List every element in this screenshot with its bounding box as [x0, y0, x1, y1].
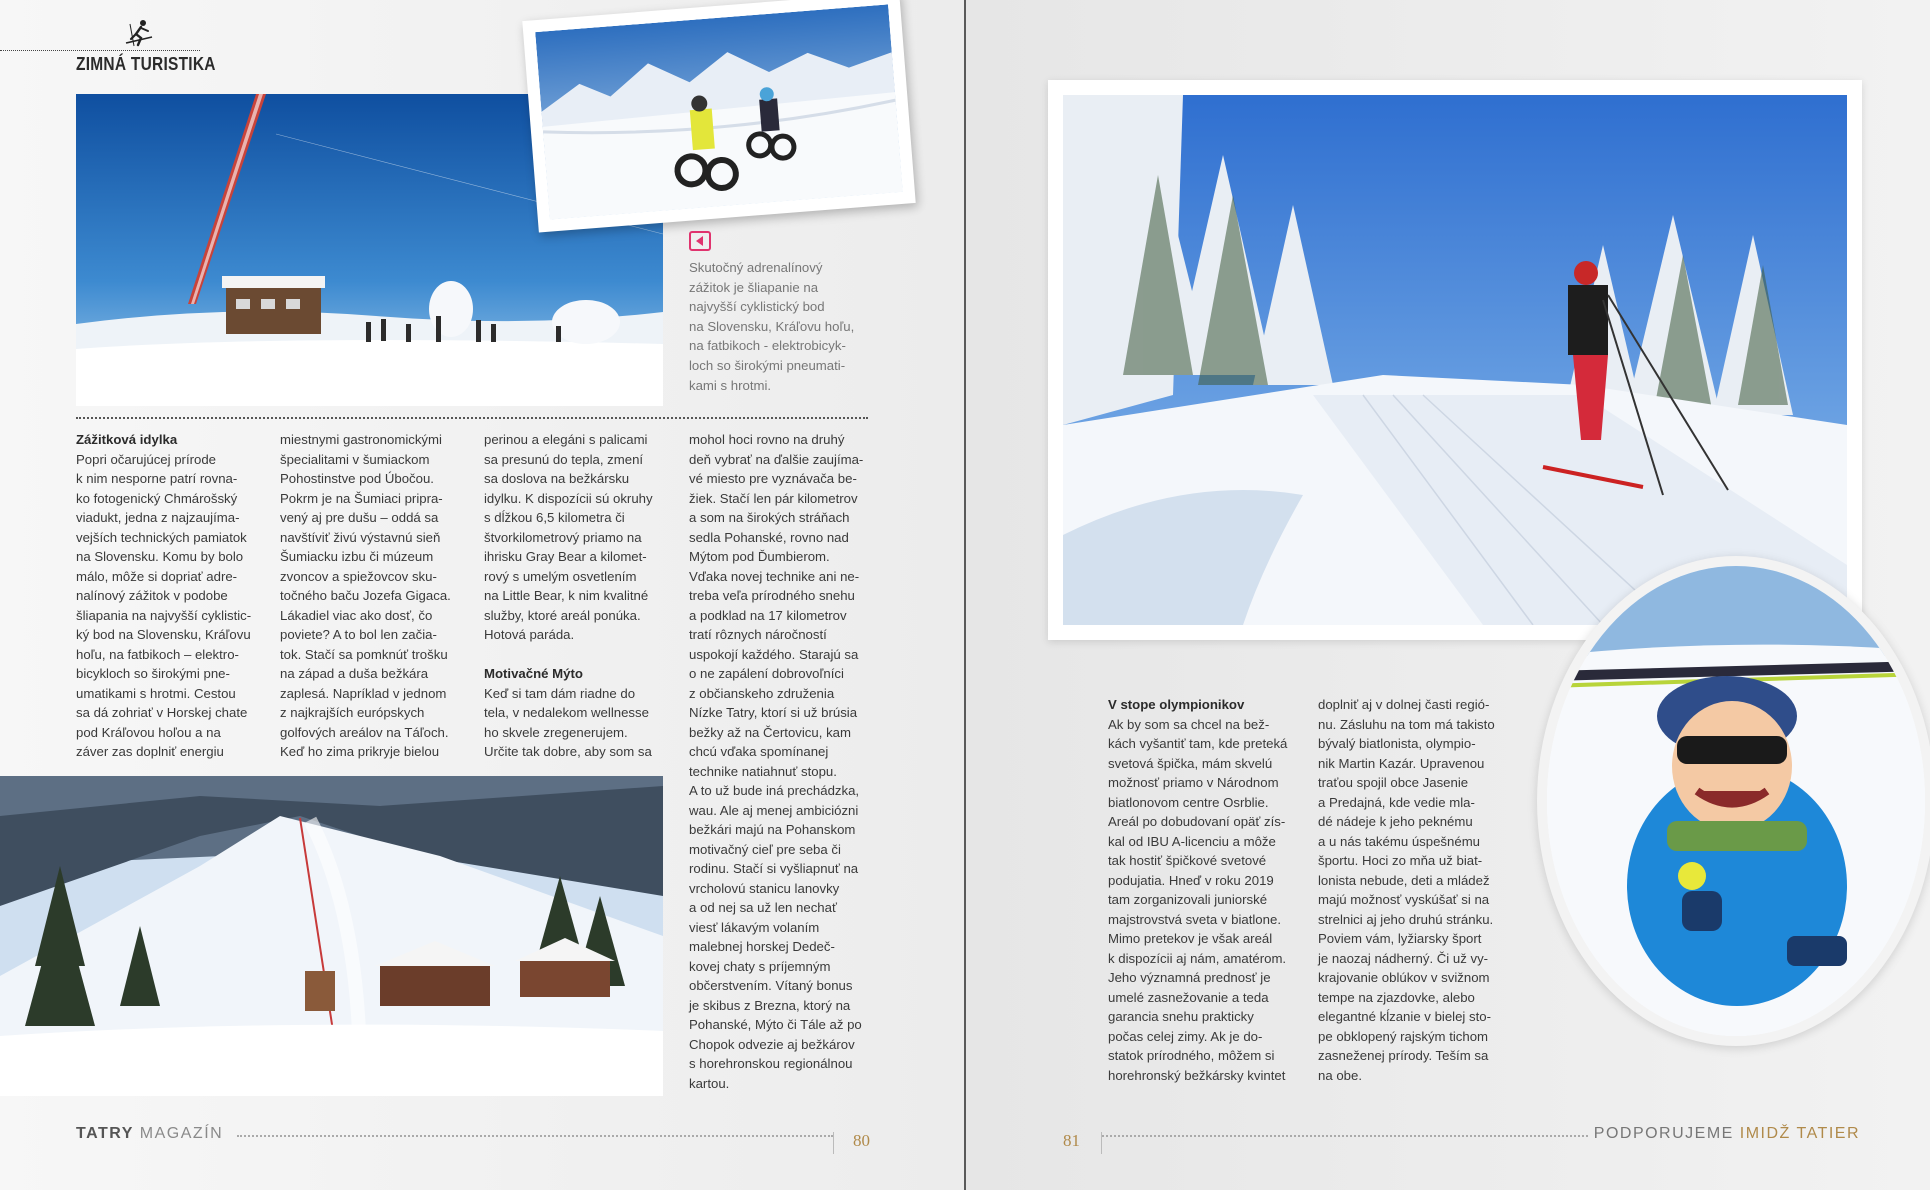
text-line: Vďaka novej technike ani ne- — [689, 568, 860, 584]
text-line: bežkári majú na Pohanskom — [689, 822, 856, 837]
text-line: je skibus z Brezna, ktorý na — [689, 997, 851, 1013]
arrow-left-icon — [689, 231, 711, 251]
caption-line: najvyšší cyklistický bod — [689, 299, 825, 315]
text-line: tela, v nedalekom wellnesse — [484, 705, 649, 720]
text-line: ko fotogenický Chmárošský — [76, 490, 238, 506]
text-line: poviete? A to bol len začia- — [280, 627, 437, 642]
brand-light: MAGAZÍN — [133, 1125, 224, 1142]
text-line: nalínový zážitok v podobe — [76, 588, 228, 603]
text-line: zasneženej prírody. Teším sa — [1318, 1048, 1489, 1063]
text-line: kartou. — [689, 1075, 730, 1091]
child-photo-circle — [1537, 556, 1930, 1046]
text-line: hoľu, na fatbikoch – elektro- — [76, 646, 239, 662]
text-line: a u nás takému úspešnému — [1318, 833, 1481, 849]
text-line: z občianskeho združenia — [689, 685, 835, 701]
text-line: majstrovstvá sveta v biatlone. — [1108, 911, 1281, 927]
text-line: sedla Pohanské, rovno nad — [689, 529, 849, 545]
magazine-brand — [76, 1125, 223, 1143]
text-line: svetová špička, mám skvelú — [1108, 755, 1273, 771]
section-title: ZIMNÁ TURISTIKA — [76, 54, 216, 74]
text-line: a podklad na 17 kilometrov — [689, 607, 847, 623]
text-line: na Slovensku. Komu by bolo — [76, 549, 244, 564]
text-line: sa doslova na bežkársku — [484, 471, 630, 486]
text-line: viadukt, jedna z najzaujíma- — [76, 510, 240, 525]
slogan-accent: IMIDŽ TATIER — [1739, 1125, 1860, 1142]
fatbike-photo — [535, 4, 903, 219]
text-line: elegantné kĺzanie v bielej sto- — [1318, 1009, 1492, 1024]
text-line: rový s umelým osvetlením — [484, 568, 637, 584]
text-line: Poviem vám, lyžiarsky šport — [1318, 931, 1482, 946]
text-line: deň vybrať na ďalšie zaujíma- — [689, 451, 864, 467]
text-line: Nízke Tatry, ktorí si už brúsia — [689, 705, 858, 720]
text-line: bicykloch so širokými pne- — [76, 666, 230, 681]
text-line: na obe. — [1318, 1067, 1362, 1083]
text-line: Pokrm je na Šumiaci pripra- — [280, 490, 443, 506]
section-divider — [0, 50, 200, 51]
text-line: majú možnosť vyskúšať si na — [1318, 892, 1490, 907]
text-line: žiek. Stačí len pár kilometrov — [689, 490, 858, 506]
text-line: Keď ho zima prikryje bielou — [280, 744, 440, 759]
subheading: Motivačné Mýto — [484, 666, 583, 681]
text-line: pe obklopený rajským tichom — [1318, 1028, 1489, 1044]
text-line: ký bod na Slovensku, Kráľovu — [76, 627, 251, 642]
text-line: Chopok odvezie aj bežkárov — [689, 1036, 855, 1052]
text-line: Určite tak dobre, aby som sa — [484, 744, 652, 759]
text-line: na Little Bear, k nim kvalitné — [484, 588, 649, 603]
text-line: Keď si tam dám riadne do — [484, 685, 636, 701]
text-line: doplniť aj v dolnej časti regió- — [1318, 697, 1490, 712]
footer-divider — [237, 1135, 833, 1137]
caption-line: kami s hrotmi. — [689, 377, 772, 393]
paragraph-gap — [484, 645, 674, 665]
text-line: lonista nebude, deti a mládež — [1318, 872, 1490, 888]
text-line: točného baču Jozefa Gigaca. — [280, 588, 451, 603]
text-line: a od nej sa už len nechať — [689, 900, 837, 915]
text-line: mohol hoci rovno na druhý — [689, 432, 845, 447]
text-column-5 — [1108, 695, 1298, 1085]
text-line: zaplesá. Napríklad v jednom — [280, 685, 447, 701]
footer-divider — [1102, 1135, 1588, 1137]
text-line: navštíviť živú výstavnú sieň — [280, 529, 441, 545]
subheading: V stope olympionikov — [1108, 697, 1245, 712]
text-line: strelnici aj jeho druhú stránku. — [1318, 911, 1494, 927]
text-line: vejších technických pamiatok — [76, 529, 247, 545]
text-line: chcú vďaka spomínanej — [689, 744, 829, 759]
child-skiing-photo — [1547, 566, 1925, 1036]
text-line: vrcholovú stanicu lanovky — [689, 880, 840, 896]
text-line: Hotová paráda. — [484, 627, 575, 642]
text-line: a Predajná, kde vedie mla- — [1318, 794, 1475, 810]
page-number-left: 80 — [853, 1131, 870, 1150]
text-line: perinou a elegáni s palicami — [484, 432, 648, 447]
text-line: špecialitami v šumiackom — [280, 451, 430, 467]
text-line: motivačný cieľ pre seba či — [689, 841, 841, 857]
text-line: nik Martin Kazár. Upravenou — [1318, 755, 1485, 771]
text-line: s horehronskou regionálnou — [689, 1056, 853, 1071]
slogan — [1594, 1125, 1860, 1143]
fatbike-polaroid — [522, 0, 915, 233]
text-line: k nim nesporne patrí rovna- — [76, 471, 238, 486]
text-line: občerstvením. Vítaný bonus — [689, 978, 853, 993]
text-line: umatikami s hrotmi. Cestou — [76, 685, 236, 701]
text-line: golfových areálov na Táľoch. — [280, 724, 449, 740]
text-line: horehronský bežkársky kvintet — [1108, 1067, 1286, 1083]
text-line: štvorkilometrový priamo na — [484, 529, 642, 545]
text-line: Popri očarujúcej prírode — [76, 451, 217, 467]
text-line: Pohostinstve pod Úbočou. — [280, 471, 434, 486]
text-column-6 — [1318, 695, 1513, 1085]
caption-line: na Slovensku, Kráľovu hoľu, — [689, 318, 855, 334]
text-line: wau. Ale aj menej ambiciózni — [689, 802, 859, 818]
text-divider — [76, 417, 868, 419]
caption-line: loch so širokými pneumati- — [689, 357, 846, 373]
photo-caption — [689, 258, 869, 395]
text-line: podujatia. Hneď v roku 2019 — [1108, 872, 1274, 888]
cross-country-skier-photo — [1063, 95, 1847, 625]
text-line: bývalý biatlonista, olympio- — [1318, 736, 1476, 751]
ski-resort-photo — [0, 776, 663, 1096]
text-line: služby, ktoré areál ponúka. — [484, 607, 641, 623]
text-line: športu. Hoci zo mňa už biat- — [1318, 853, 1483, 868]
text-line: vé miesto pre vyznávača be- — [689, 471, 857, 486]
text-line: záver zas doplniť energiu — [76, 744, 224, 759]
text-line: a som na širokých stráňach — [689, 510, 850, 525]
text-line: o ne zapálení dobrovoľníci — [689, 666, 844, 681]
text-line: viesť lákavým volaním — [689, 919, 820, 935]
caption-line: na fatbikoch - elektrobicyk- — [689, 338, 846, 354]
text-line: ihrisku Gray Bear a kilomet- — [484, 549, 647, 564]
brand-bold: TATRY — [76, 1125, 134, 1142]
text-line: Jeho významná prednosť je — [1108, 970, 1271, 985]
text-line: ho skvele zregenerujem. — [484, 724, 628, 740]
text-line: kovej chaty s príjemným — [689, 958, 831, 974]
text-column-4 — [689, 430, 879, 1093]
text-line: Ak by som sa chcel na bež- — [1108, 716, 1270, 732]
text-line: Mimo pretekov je však areál — [1108, 931, 1273, 946]
text-line: idylku. K dispozícii sú okruhy — [484, 490, 653, 506]
text-line: Pohanské, Mýto či Tále až po — [689, 1017, 862, 1032]
text-line: bežky až na Čertovicu, kam — [689, 724, 851, 740]
caption-line: zážitok je šliapanie na — [689, 279, 819, 295]
text-line: možnosť priamo v Národnom — [1108, 775, 1279, 790]
text-line: treba veľa prírodného snehu — [689, 588, 855, 603]
text-line: je naozaj nádherný. Či už vy- — [1318, 950, 1489, 966]
text-line: tempe na zjazdovke, alebo — [1318, 989, 1475, 1005]
text-line: garancia snehu prakticky — [1108, 1009, 1254, 1024]
subheading: Zážitková idylka — [76, 432, 178, 447]
left-page — [0, 0, 964, 1190]
text-line: zvoncov a spiežovcov sku- — [280, 568, 437, 584]
text-line: šliapania na najvyšší cyklistic- — [76, 607, 252, 623]
page-number-right: 81 — [1063, 1131, 1080, 1150]
text-line: Šumiacku izbu či múzeum — [280, 549, 434, 564]
text-line: pod Kráľovou hoľou a na — [76, 724, 221, 740]
text-line: Areál po dobudovaní opäť zís- — [1108, 814, 1286, 829]
text-line: technike natiahnuť stopu. — [689, 763, 837, 779]
text-line: sa presunú do tepla, zmení — [484, 451, 644, 467]
text-line: tam zorganizovali juniorské — [1108, 892, 1268, 907]
text-line: umelé zasnežovanie a teda — [1108, 989, 1269, 1005]
text-line: s dĺžkou 6,5 kilometra či — [484, 510, 625, 525]
text-line: sa dá zohriať v Horskej chate — [76, 705, 248, 720]
text-line: tok. Stačí sa pomknúť trošku — [280, 646, 448, 662]
text-column-1 — [76, 430, 266, 762]
text-line: A to už bude iná prechádzka, — [689, 783, 860, 798]
text-line: uspokojí každého. Starajú sa — [689, 646, 859, 662]
text-line: dé nádeje k jeho peknému — [1318, 814, 1473, 829]
text-line: k dispozícii aj nám, amatérom. — [1108, 950, 1287, 966]
text-line: krajovanie oblúkov v svižnom — [1318, 970, 1490, 985]
text-line: tak hostiť špičkové svetové — [1108, 853, 1267, 868]
text-line: Mýtom pod Ďumbierom. — [689, 549, 830, 564]
text-line: vený aj pre dušu – oddá sa — [280, 510, 439, 525]
caption-line: Skutočný adrenalínový — [689, 260, 823, 275]
text-line: nu. Zásluhu na tom má takisto — [1318, 716, 1495, 732]
text-line: málo, môže si dopriať adre- — [76, 568, 238, 584]
text-line: kách vyšantiť tam, kde preteká — [1108, 736, 1288, 751]
text-line: Lákadiel viac ako dosť, čo — [280, 607, 433, 623]
text-line: statok prírodného, môžem si — [1108, 1048, 1275, 1063]
text-line: z najkrajších európskych — [280, 705, 425, 720]
text-line: traťou spojil obce Jasenie — [1318, 775, 1469, 790]
slogan-normal: PODPORUJEME — [1593, 1125, 1740, 1142]
text-line: malebnej horskej Dedeč- — [689, 939, 835, 954]
text-line: biatlonovom centre Osrblie. — [1108, 794, 1269, 810]
text-line: miestnymi gastronomickými — [280, 432, 442, 447]
text-column-3 — [484, 430, 674, 762]
skier-icon — [124, 18, 154, 48]
text-line: počas celej zimy. Ak je do- — [1108, 1028, 1263, 1044]
text-line: rodinu. Stačí si vyšliapnuť na — [689, 861, 859, 876]
text-line: na západ a duša bežkára — [280, 666, 429, 681]
text-line: tratí rôznych náročností — [689, 627, 827, 642]
text-line: kal od IBU A-licenciu a môže — [1108, 833, 1276, 849]
text-column-2 — [280, 430, 470, 762]
footer-tick — [833, 1132, 834, 1154]
